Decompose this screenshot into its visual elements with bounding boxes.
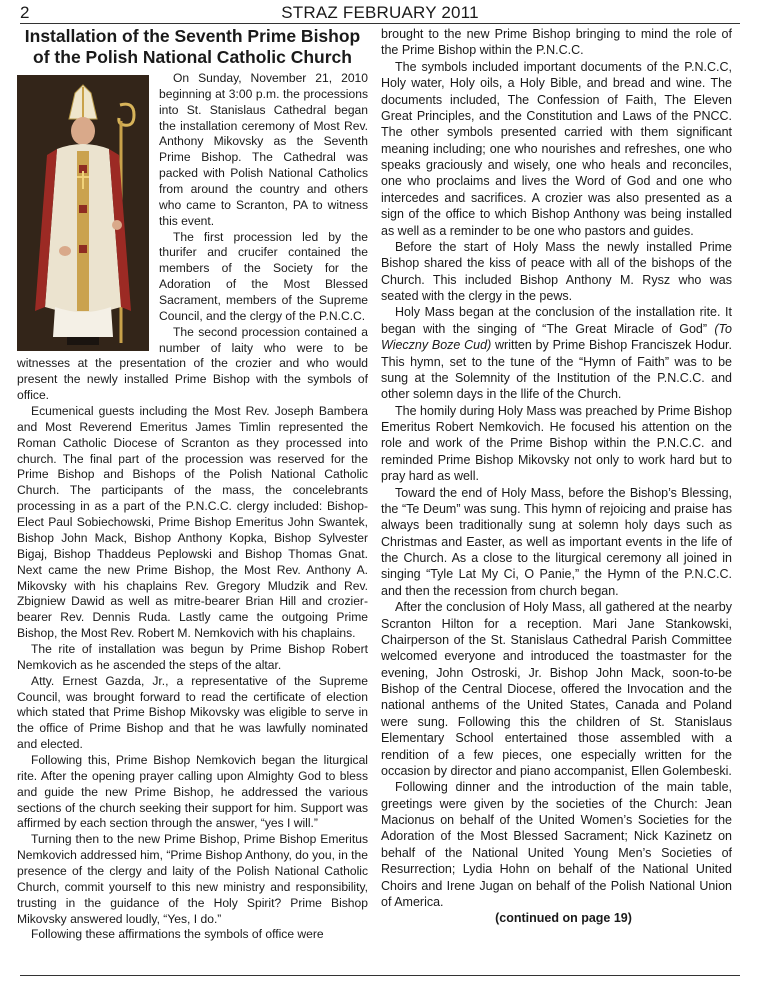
page-number: 2 [20, 3, 30, 22]
header-rule [20, 23, 740, 24]
right-column [381, 26, 732, 927]
article-title: Installation of the Seventh Prime Bishop of the Polish National Catholic Church [24, 26, 361, 67]
paragraph: Ecumenical guests including the Most Rev. Joseph Bambera and Most Reverend Emeritus James Timlin represented the Roman Catholic Diocese of Scranton as they processed into church. The final part of the procession was reserved for the Prime Bishop and Bishops of the Polish National Catholic Church. The participants of the mass, the concelebrants processing in as a part of the P.N.C.C. clergy included: Bishop-Elect Paul Sobiechowski, Prime Bishop Emeritus John Swantek, Bishop John Mack, Bishop Anthony Kopka, Bishop Sylvester Bigaj, Bishop Thaddeus Peplowski and Bishop Thomas Gnat. Next came the new Prime Bishop, the Most Rev. Anthony A. Mikovsky with his chaplains Rev. Gregory Mludzik and Rev. Zbigniew Dawid as well as mitre-bearer Brian Hill and crozier-bearer Rev. Dennis Ruda. Lastly came the outgoing Prime Bishop, the Most Rev. Robert M. Nemkovich with his chaplains. [17, 404, 368, 641]
paragraph: Toward the end of Holy Mass, before the Bishop’s Blessing, the “Te Deum” was sung. This hymn of rejoicing and praise has always been traditionally sung at solemn holy days such as Christmas and Easter, as well as important events in the life of the Church. As a close to the liturgical ceremony all joined in singing “Tyle Lat My Ci, O Panie,” the Hymn of the P.N.C.C. and then the recession from church began. [381, 485, 732, 598]
paragraph: The homily during Holy Mass was preached by Prime Bishop Emeritus Robert Nemkovich. He focused his attention on the role and work of the Prime Bishop within the P.N.C.C. and reminded Prime Bishop Mikovsky not only to work hard but to pray hard as well. [381, 403, 732, 484]
continued-note: (continued on page 19) [495, 911, 632, 926]
italic-title: (To Wieczny Boze Cud) [381, 321, 732, 353]
left-column [17, 26, 368, 943]
paragraph: Following these affirmations the symbols of office were [31, 927, 324, 942]
paragraph: The symbols included important documents of the P.N.C.C, Holy water, Holy oils, a Holy Bible, and bread and wine. The documents included, The Confession of Faith, The Eleven Great Principles, and the Constitution and Laws of the PNCC. The other symbols presented carried with them significant meaning including; one who nourishes and refreshes, one who speaks graciously and wisely, one who heals and reconciles, one who proclaims and lives the Word of God and one who intercedes and sacrifices. A crozier was also presented as a sign of the office to which Bishop Anthony was being installed as well as a reminder to be one who pastors and guides. [381, 59, 732, 238]
paragraph: After the conclusion of Holy Mass, all gathered at the nearby Scranton Hilton for a reception. Mari Jane Stankowski, Chairperson of the St. Stanislaus Cathedral Parish Committee welcomed everyone and introduced the toastmaster for the evening, John Ostroski, Jr. Bishop John Mack, soon-to-be Bishop of the Central Diocese, offered the Invocation and the national anthems of the United States, Canada and Poland were sung. Following this the children of St. Stanislaus Elementary School entertained those assembled with a rendition of a few pieces, one especially written for the occasion by director and piano accompanist, Ellen Golembeski. [381, 600, 732, 778]
paragraph: Following this, Prime Bishop Nemkovich began the liturgical rite. After the opening prayer calling upon Almighty God to bless and guide the new Prime Bishop, he addressed the various sections of the church seeking their support for him. Support was affirmed by each section through the answer, “yes I will.” [17, 752, 368, 831]
page-header [20, 3, 740, 23]
paragraph: The second procession contained a number of laity who were to be witnesses at the presentation of the crozier and who would present the newly installed Prime Bishop with the symbols of office. [17, 324, 368, 403]
paragraph: The first procession led by the thurifer and crucifer contained the members of the Society for the Adoration of the Most Blessed Sacrament, members of the Supreme Council, and the clergy of the P.N.C.C. [159, 229, 368, 323]
paragraph: Atty. Ernest Gazda, Jr., a representative of the Supreme Council, was brought forward to read the certificate of election which stated that Prime Bishop Mikovsky was eligible to serve in the office of Prime Bishop and that he was lawfully nominated and elected. [17, 673, 368, 752]
paragraph: The rite of installation was begun by Prime Bishop Robert Nemkovich as he ascended the steps of the altar. [17, 641, 368, 672]
text-run: Holy Mass began at the conclusion of the installation rite. It began with the singing of “The Great Miracle of God” [381, 305, 732, 336]
text-run: written by Prime Bishop Franciszek Hodur. This hymn, set to the tune of the “Hymn of Faith” was to be sung at the Solemnity of the Institution of the P.N.C.C. and other solemn days in the llife of the Church. [381, 338, 732, 402]
paragraph: Following dinner and the introduction of the main table, greetings were given by the societies of the Church: Jean Macionus on behalf of the United Women’s Societies for the Adoration of the Most Blessed Sacrament; Nick Kazinetz on behalf of the National United Young Men’s Societies of Resurrection; Lydia Hohn on behalf of the National United Choirs and Irene Jugan on behalf of the Polish National Union of America. [381, 780, 732, 909]
paragraph-holy-mass [381, 304, 732, 402]
running-head: STRAZ FEBRUARY 2011 [281, 3, 479, 22]
paragraph: Before the start of Holy Mass the newly installed Prime Bishop shared the kiss of peace with all of the bishops of the Church. This included Bishop Anthony M. Rysz who was seated with the clergy in the pews. [381, 239, 732, 303]
paragraph: On Sunday, November 21, 2010 beginning at 3:00 p.m. the processions into St. Stanislaus Cathedral began the installation ceremony of Most Rev. Anthony Mikovsky as the Seventh Prime Bishop. The Cathedral was packed with Polish National Catholics from around the country and others who came to Scranton, PA to witness this event. [159, 71, 368, 228]
bishop-portrait-photo-icon [17, 75, 149, 351]
bishop-photo [17, 75, 149, 351]
paragraph-continuation: brought to the new Prime Bishop bringing to mind the role of the Prime Bishop within the P.N.C.C. [381, 27, 732, 58]
paragraph: Turning then to the new Prime Bishop, Prime Bishop Emeritus Nemkovich addressed him, “Prime Bishop Anthony, do you, in the presence of the clergy and laity of the Polish National Catholic Church, commit yourself to this new ministry and responsibility, trusting in the guidance of the Holy Spirit? Prime Bishop Mikovsky answered loudly, “Yes, I do.” [17, 832, 368, 926]
footer-rule [20, 975, 740, 976]
